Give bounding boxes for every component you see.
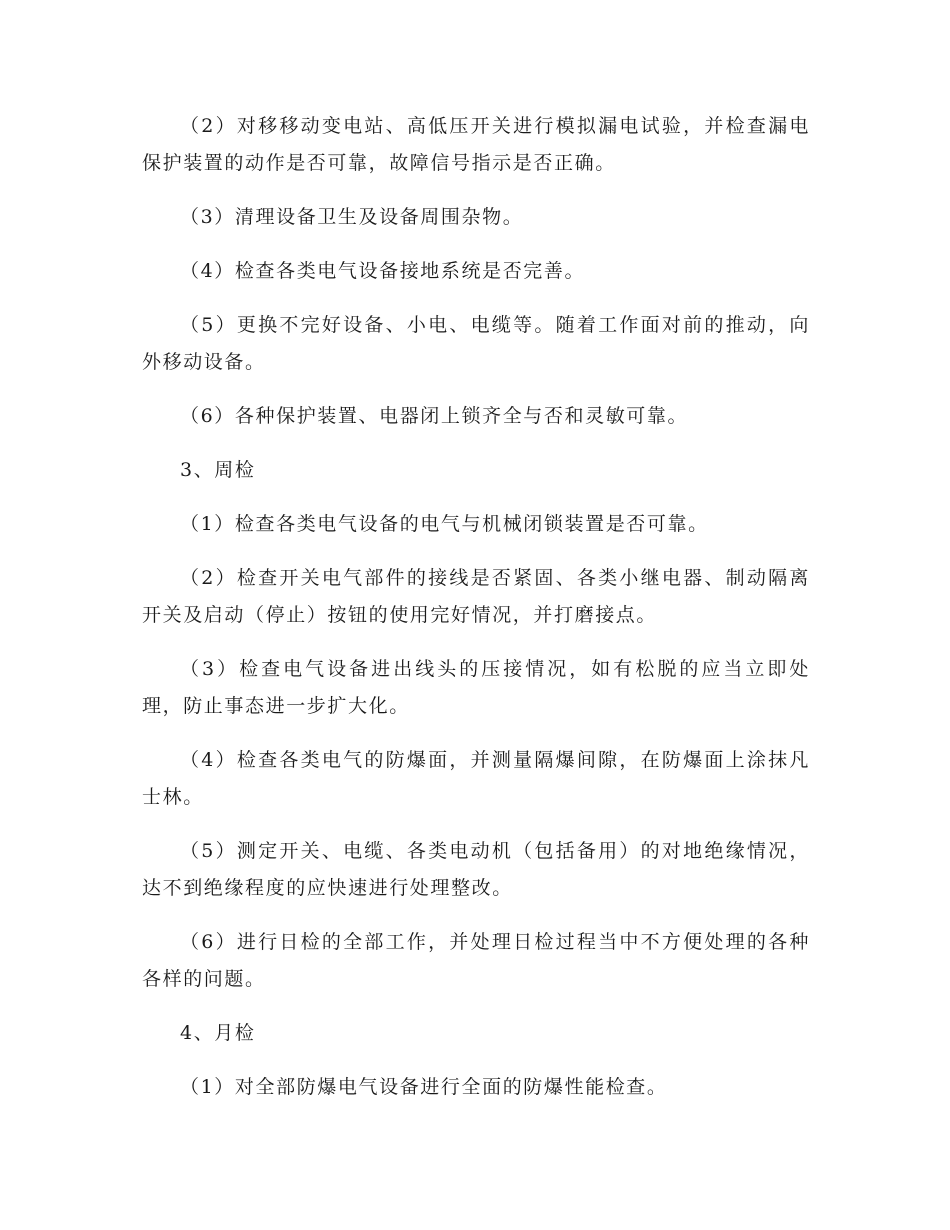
section-heading-monthly-check: 4、月检 <box>180 1022 256 1044</box>
paragraph-daily-check-3: （3）清理设备卫生及设备周围杂物。 <box>180 206 524 228</box>
section-heading-weekly-check: 3、周检 <box>180 459 256 481</box>
paragraph-weekly-check-6: （6）进行日检的全部工作，并处理日检过程当中不方便处理的各种各样的问题。 <box>142 931 810 990</box>
paragraph-weekly-check-2: （2）检查开关电气部件的接线是否紧固、各类小继电器、制动隔离开关及启动（停止）按钮的使用完好情况，并打磨接点。 <box>142 567 810 626</box>
document-page <box>142 108 810 1123</box>
paragraph-weekly-check-3: （3）检查电气设备进出线头的压接情况，如有松脱的应当立即处理，防止事态进一步扩大化。 <box>142 658 810 717</box>
paragraph-daily-check-4: （4）检查各类电气设备接地系统是否完善。 <box>180 260 586 282</box>
paragraph-daily-check-5: （5）更换不完好设备、小电、电缆等。随着工作面对前的推动，向外移动设备。 <box>142 314 810 373</box>
paragraph-weekly-check-5: （5）测定开关、电缆、各类电动机（包括备用）的对地绝缘情况，达不到绝缘程度的应快速进行处理整改。 <box>142 840 810 899</box>
paragraph-daily-check-2: （2）对移移动变电站、高低压开关进行模拟漏电试验，并检查漏电保护装置的动作是否可靠，故障信号指示是否正确。 <box>142 115 810 174</box>
paragraph-weekly-check-4: （4）检查各类电气的防爆面，并测量隔爆间隙，在防爆面上涂抹凡士林。 <box>142 749 810 808</box>
paragraph-weekly-check-1: （1）检查各类电气设备的电气与机械闭锁装置是否可靠。 <box>180 513 709 535</box>
paragraph-daily-check-6: （6）各种保护装置、电器闭上锁齐全与否和灵敏可靠。 <box>180 405 689 427</box>
paragraph-monthly-check-1: （1）对全部防爆电气设备进行全面的防爆性能检查。 <box>180 1076 668 1098</box>
